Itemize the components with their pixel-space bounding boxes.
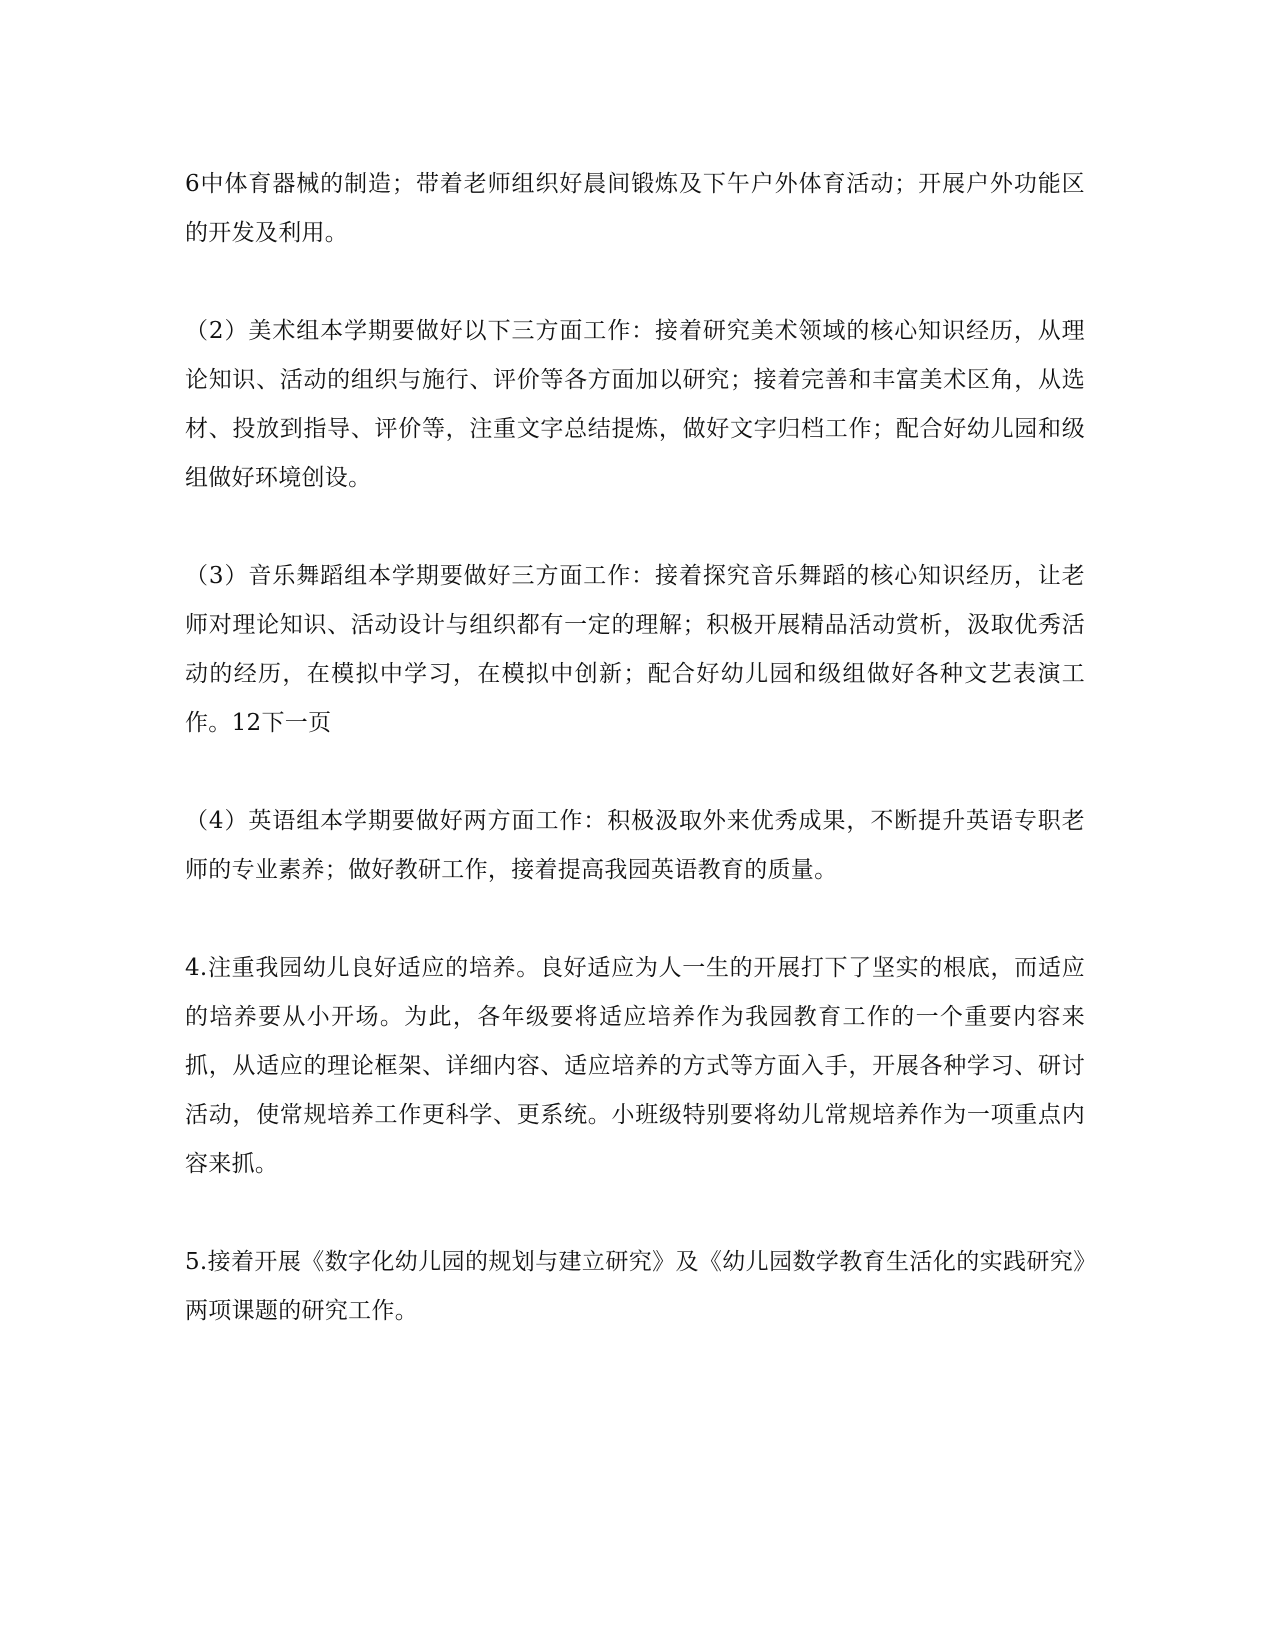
paragraph-art-group: （2）美术组本学期要做好以下三方面工作：接着研究美术领域的核心知识经历，从理论知识、活动的组织与施行、评价等各方面加以研究；接着完善和丰富美术区角，从选材、投放到指导、评价等，注重文字总结提炼，做好文字归档工作；配合好幼儿园和级组做好环境创设。 (185, 318, 1085, 491)
paragraph-sports-equipment: 6中体育器械的制造；带着老师组织好晨间锻炼及下午户外体育活动；开展户外功能区的开发及利用。 (185, 171, 1085, 246)
paragraph-english-group: （4）英语组本学期要做好两方面工作：积极汲取外来优秀成果，不断提升英语专职老师的专业素养；做好教研工作，接着提高我园英语教育的质量。 (185, 808, 1085, 883)
paragraph-habit-training: 4.注重我园幼儿良好适应的培养。良好适应为人一生的开展打下了坚实的根底，而适应的培养要从小开场。为此，各年级要将适应培养作为我园教育工作的一个重要内容来抓，从适应的理论框架、详细内容、适应培养的方式等方面入手，开展各种学习、研讨活动，使常规培养工作更科学、更系统。小班级特别要将幼儿常规培养作为一项重点内容来抓。 (185, 955, 1085, 1177)
paragraph-research-projects: 5.接着开展《数字化幼儿园的规划与建立研究》及《幼儿园数学教育生活化的实践研究》两项课题的研究工作。 (185, 1249, 1085, 1324)
paragraph-music-dance-group: （3）音乐舞蹈组本学期要做好三方面工作：接着探究音乐舞蹈的核心知识经历，让老师对理论知识、活动设计与组织都有一定的理解；积极开展精品活动赏析，汲取优秀活动的经历，在模拟中学习，在模拟中创新；配合好幼儿园和级组做好各种文艺表演工作。12下一页 (185, 563, 1085, 736)
document-body (185, 160, 1085, 1336)
